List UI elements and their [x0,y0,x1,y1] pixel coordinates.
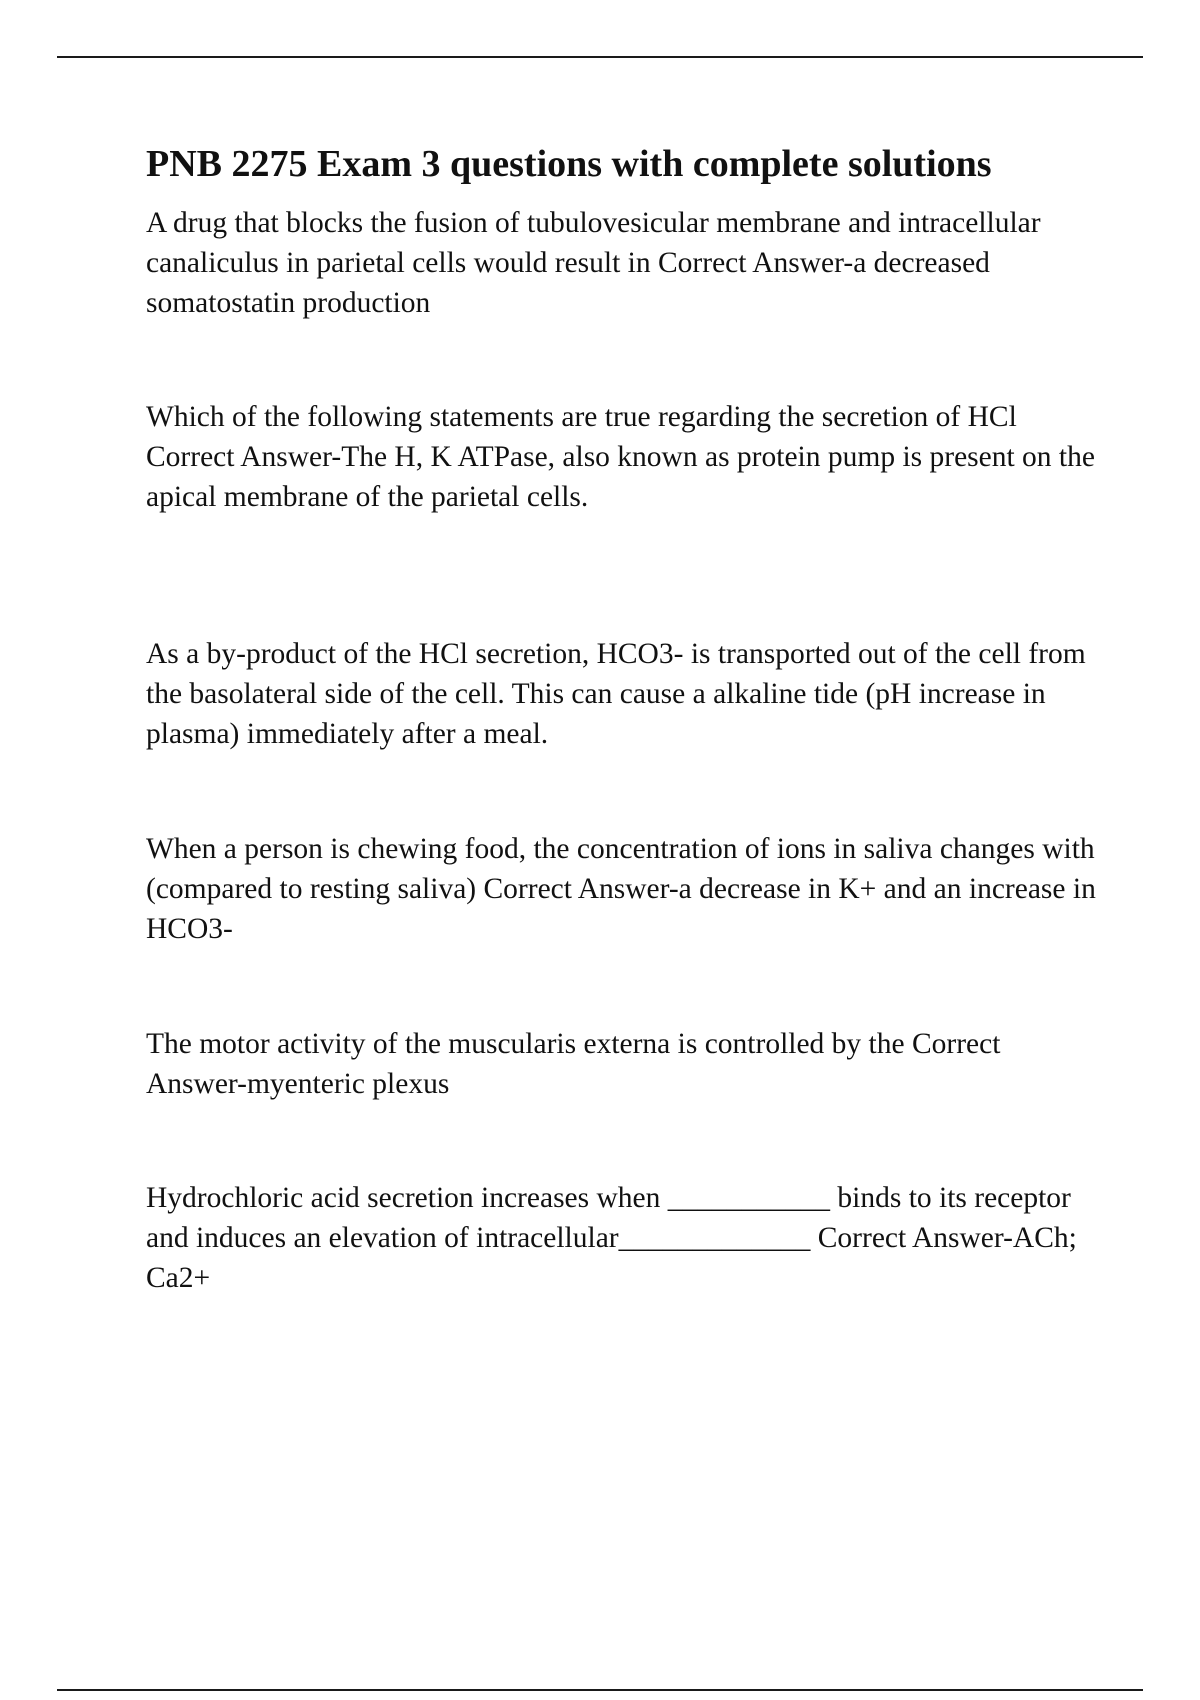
document-body [146,140,1096,1298]
footer-rule [57,1689,1143,1691]
question-paragraph: When a person is chewing food, the concentration of ions in saliva changes with (compared to resting saliva) Correct Answer-a decrease in K+ and an increase in HCO3- [146,833,1096,946]
question-paragraph: Which of the following statements are true regarding the secretion of HCl Correct Answer-The H, K ATPase, also known as protein pump is present on the apical membrane of the parietal cells. [146,401,1095,514]
question-paragraph: As a by-product of the HCl secretion, HCO3- is transported out of the cell from the basolateral side of the cell. This can cause a alkaline tide (pH increase in plasma) immediately after a meal. [146,638,1086,751]
question-paragraph: The motor activity of the muscularis externa is controlled by the Correct Answer-myenteric plexus [146,1028,1001,1101]
document-title: PNB 2275 Exam 3 questions with complete solutions [146,143,992,185]
question-paragraph: Hydrochloric acid secretion increases when ___________ binds to its receptor and induces an elevation of intracellular_____________ Correct Answer-ACh; Ca2+ [146,1182,1077,1295]
header-rule [57,56,1143,58]
question-paragraph: A drug that blocks the fusion of tubulovesicular membrane and intracellular canaliculus in parietal cells would result in Correct Answer-a decreased somatostatin production [146,207,1041,320]
